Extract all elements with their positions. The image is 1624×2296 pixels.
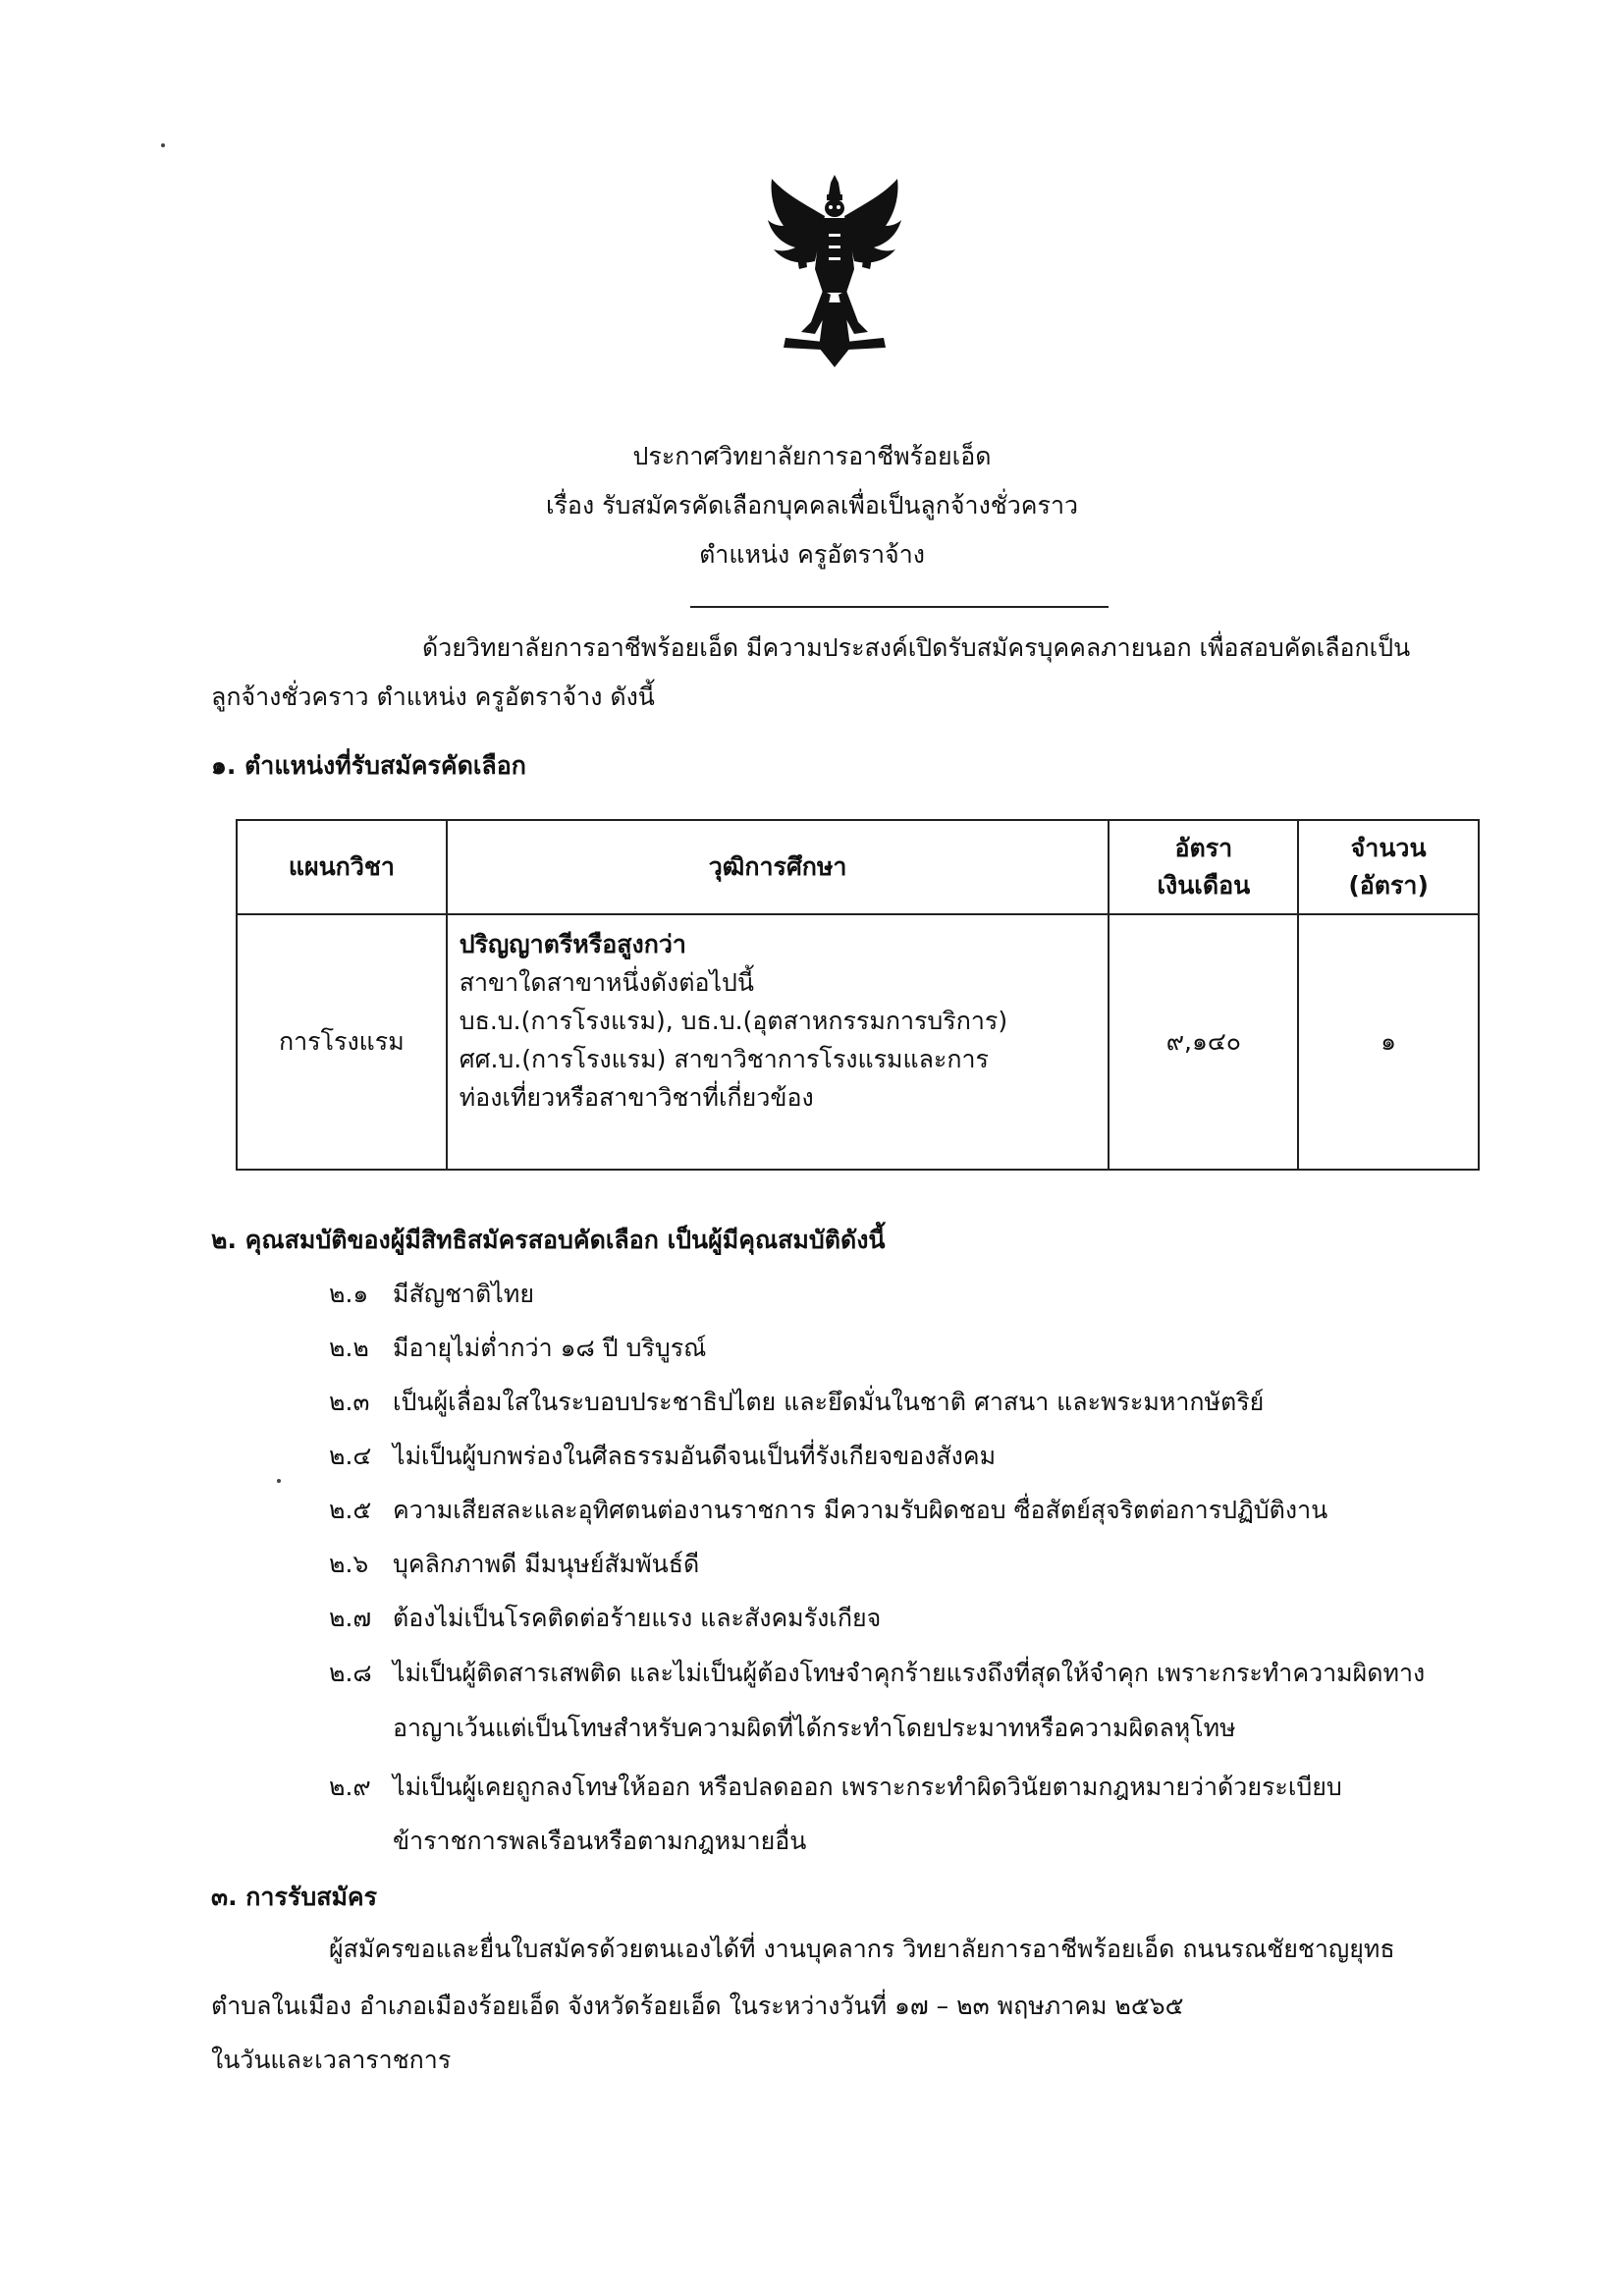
item-text: ไม่เป็นผู้เคยถูกลงโทษให้ออก หรือปลดออก เพราะกระทำผิดวินัยตามกฎหมายว่าด้วยระเบียบ bbox=[393, 1773, 1342, 1801]
cell-qualification bbox=[447, 914, 1110, 1170]
qualification-title: ปริญญาตรีหรือสูงกว่า bbox=[459, 930, 686, 958]
scan-speck bbox=[277, 1479, 281, 1483]
garuda-emblem-icon bbox=[766, 175, 903, 371]
item-number: ๒.๔ bbox=[329, 1442, 372, 1470]
intro-line-2: ลูกจ้างชั่วคราว ตำแหน่ง ครูอัตราจ้าง ดังนี้ bbox=[211, 683, 655, 711]
item-number: ๒.๖ bbox=[329, 1550, 369, 1578]
announcement-subject: เรื่อง รับสมัครคัดเลือกบุคคลเพื่อเป็นลูกจ้างชั่วคราว bbox=[545, 491, 1079, 519]
header-department: แผนกวิชา bbox=[237, 820, 447, 914]
item-text: บุคลิกภาพดี มีมนุษย์สัมพันธ์ดี bbox=[393, 1550, 700, 1578]
item-number: ๒.๑ bbox=[329, 1280, 369, 1308]
scan-speck bbox=[161, 143, 165, 147]
table-row bbox=[237, 914, 1479, 1170]
header-salary-line1: อัตรา bbox=[1174, 834, 1233, 862]
qualification-line: สาขาใดสาขาหนึ่งดังต่อไปนี้ bbox=[459, 968, 754, 997]
item-number: ๒.๘ bbox=[329, 1659, 372, 1687]
item-text: มีอายุไม่ต่ำกว่า ๑๘ ปี บริบูรณ์ bbox=[393, 1334, 707, 1362]
item-number: ๒.๒ bbox=[329, 1334, 369, 1362]
header-qualification: วุฒิการศึกษา bbox=[447, 820, 1110, 914]
registration-line-2: ตำบลในเมือง อำเภอเมืองร้อยเอ็ด จังหวัดร้อยเอ็ด ในระหว่างวันที่ ๑๗ – ๒๓ พฤษภาคม ๒๕๖๕ bbox=[211, 1992, 1184, 2020]
section-3-title: ๓. การรับสมัคร bbox=[211, 1883, 378, 1911]
item-text: เป็นผู้เลื่อมใสในระบอบประชาธิปไตย และยึดมั่นในชาติ ศาสนา และพระมหากษัตริย์ bbox=[393, 1388, 1265, 1416]
intro-line-1: ด้วยวิทยาลัยการอาชีพร้อยเอ็ด มีความประสงค์เปิดรับสมัครบุคคลภายนอก เพื่อสอบคัดเลือกเป็น bbox=[422, 633, 1411, 662]
qualification-line: บธ.บ.(การโรงแรม), บธ.บ.(อุตสาหกรรมการบริการ) bbox=[459, 1007, 1008, 1035]
item-number: ๒.๙ bbox=[329, 1773, 371, 1801]
header-salary-line2: เงินเดือน bbox=[1157, 871, 1251, 900]
qualification-line: ท่องเที่ยวหรือสาขาวิชาที่เกี่ยวข้อง bbox=[459, 1083, 814, 1112]
cell-department: การโรงแรม bbox=[237, 914, 447, 1170]
cell-count: ๑ bbox=[1298, 914, 1479, 1170]
registration-line-3: ในวันและเวลาราชการ bbox=[211, 2046, 452, 2074]
item-number: ๒.๗ bbox=[329, 1604, 372, 1632]
qualification-line: ศศ.บ.(การโรงแรม) สาขาวิชาการโรงแรมและการ bbox=[459, 1045, 989, 1073]
item-text: ไม่เป็นผู้บกพร่องในศีลธรรมอันดีจนเป็นที่รังเกียจของสังคม bbox=[393, 1442, 997, 1470]
item-continuation: อาญาเว้นแต่เป็นโทษสำหรับความผิดที่ได้กระทำโดยประมาทหรือความผิดลหุโทษ bbox=[393, 1714, 1236, 1742]
header-count-line1: จำนวน bbox=[1350, 834, 1427, 862]
item-text: ไม่เป็นผู้ติดสารเสพติด และไม่เป็นผู้ต้องโทษจำคุกร้ายแรงถึงที่สุดให้จำคุก เพราะกระทำความผิดทาง bbox=[393, 1659, 1426, 1687]
cell-salary: ๙,๑๔๐ bbox=[1109, 914, 1298, 1170]
header-salary bbox=[1109, 820, 1298, 914]
announcement-title: ประกาศวิทยาลัยการอาชีพร้อยเอ็ด bbox=[632, 442, 992, 470]
section-2-title: ๒. คุณสมบัติของผู้มีสิทธิสมัครสอบคัดเลือก เป็นผู้มีคุณสมบัติดังนี้ bbox=[211, 1226, 886, 1254]
item-text: ความเสียสละและอุทิศตนต่องานราชการ มีความรับผิดชอบ ซื่อสัตย์สุจริตต่อการปฏิบัติงาน bbox=[393, 1496, 1328, 1524]
section-1-title: ๑. ตำแหน่งที่รับสมัครคัดเลือก bbox=[211, 751, 526, 780]
registration-line-1: ผู้สมัครขอและยื่นใบสมัครด้วยตนเองได้ที่ งานบุคลากร วิทยาลัยการอาชีพร้อยเอ็ด ถนนรณชัยชาญยุทธ bbox=[329, 1935, 1395, 1963]
item-text: ต้องไม่เป็นโรคติดต่อร้ายแรง และสังคมรังเกียจ bbox=[393, 1604, 882, 1632]
item-number: ๒.๓ bbox=[329, 1388, 370, 1416]
table-header-row bbox=[237, 820, 1479, 914]
item-text: มีสัญชาติไทย bbox=[393, 1280, 534, 1308]
item-continuation: ข้าราชการพลเรือนหรือตามกฎหมายอื่น bbox=[393, 1827, 807, 1855]
header-count bbox=[1298, 820, 1479, 914]
announcement-position: ตำแหน่ง ครูอัตราจ้าง bbox=[699, 540, 925, 569]
position-table bbox=[236, 819, 1480, 1171]
item-number: ๒.๕ bbox=[329, 1496, 372, 1524]
header-count-line2: (อัตรา) bbox=[1348, 871, 1429, 900]
header-divider bbox=[690, 606, 1109, 608]
